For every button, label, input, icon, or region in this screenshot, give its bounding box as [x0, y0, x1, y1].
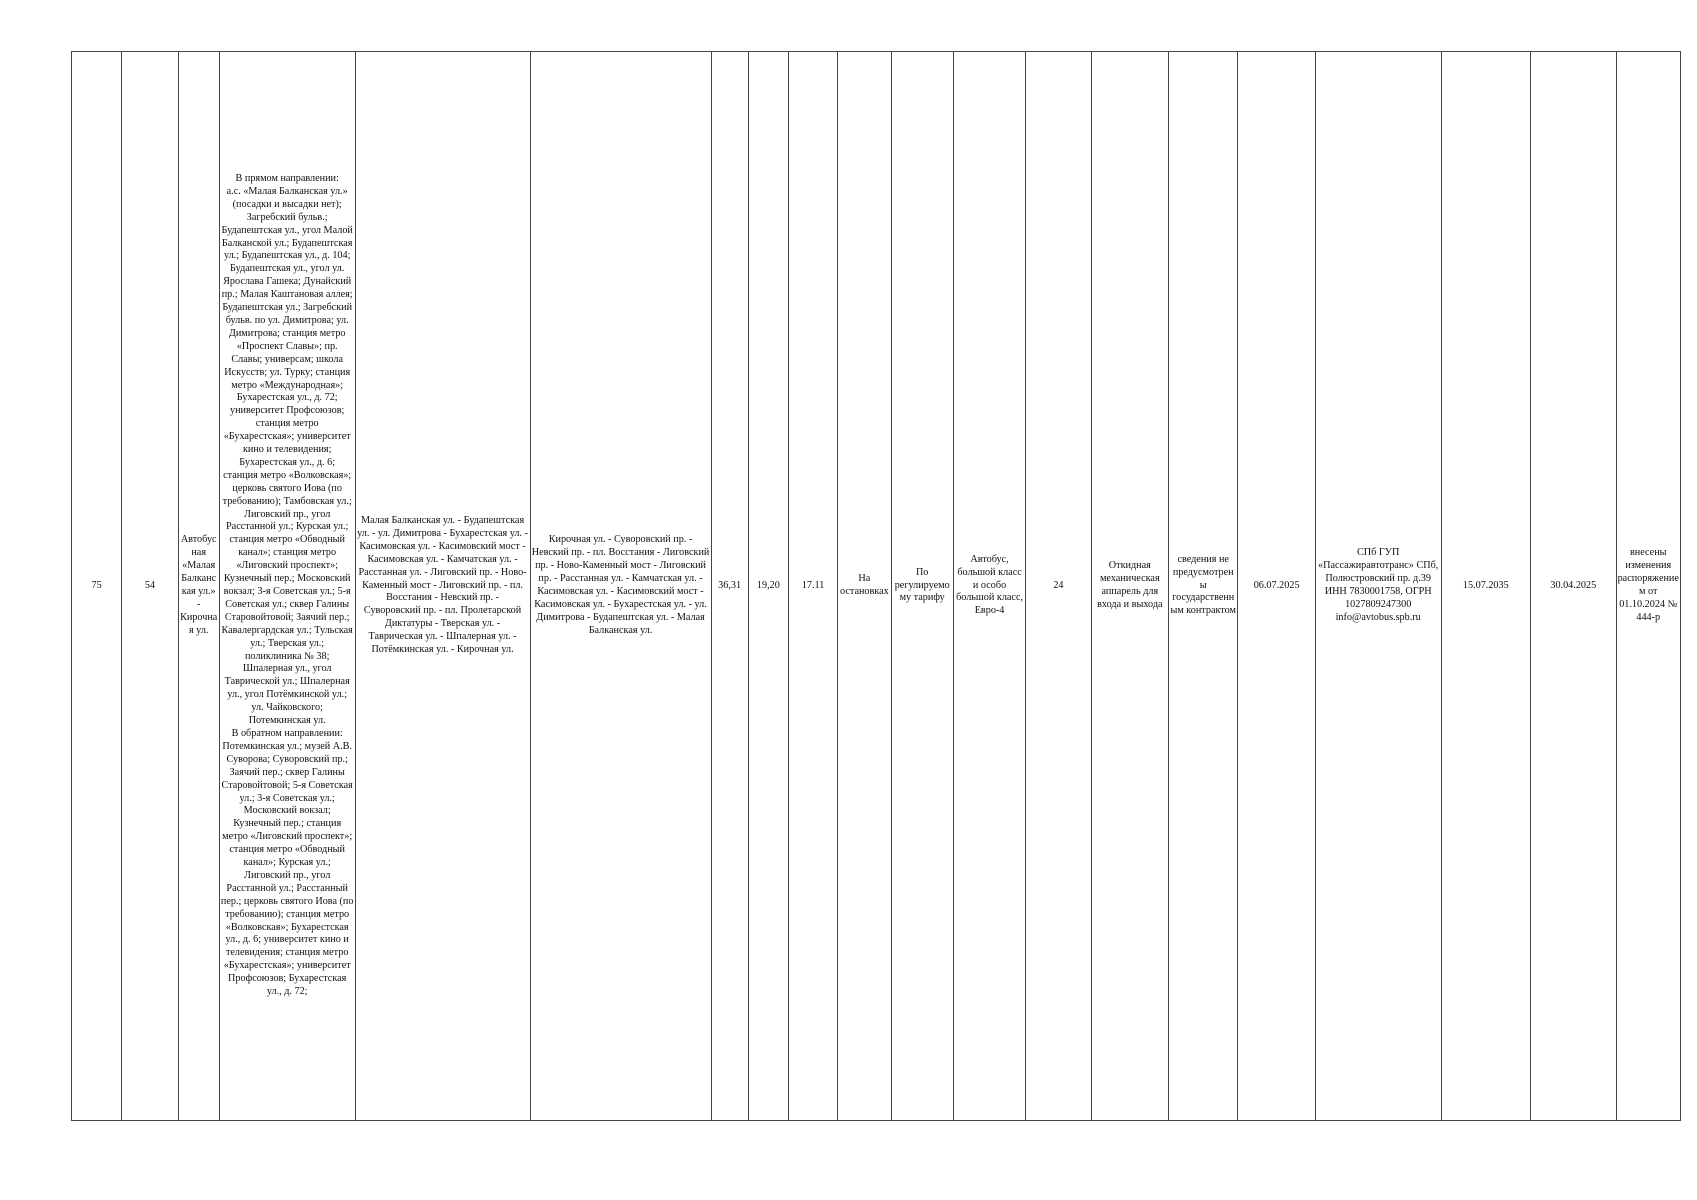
end-date: 15.07.2035 — [1441, 52, 1531, 1121]
stop-order: На остановках — [838, 52, 891, 1121]
registration-number: 75 — [72, 52, 122, 1121]
contract-info: сведения не предусмотрены государственным контрактом — [1169, 52, 1238, 1121]
streets-backward: Кирочная ул. - Суворовский пр. - Невский пр. - пл. Восстания - Лиговский пр. - Ново-Каменный мост - Лиговский пр. - Расстанная ул. - Камчатская ул. - Касимовская ул. - Касимовский мост - Касимовская ул. - Бухарестская ул. - ул. Димитрова - Будапештская ул. - Малая Балканская ул. — [530, 52, 711, 1121]
tariff-type: По регулируемому тарифу — [891, 52, 953, 1121]
streets-forward: Малая Балканская ул. - Будапештская ул. - ул. Димитрова - Бухарестская ул. - Касимовская ул. - Касимовский мост - Касимовская ул. - Камчатская ул. - Расстанная ул. - Лиговский пр. - Ново-Каменный мост - Лиговский пр. - пл. Восстания - Невский пр. - Суворовский пр. - пл. Пролетарской Диктатуры - Тверская ул. - Таврическая ул. - Шпалерная ул. - Потёмкинская ул. - Кирочная ул. — [355, 52, 530, 1121]
vehicle-count: 24 — [1026, 52, 1091, 1121]
vehicle-class: Автобус, большой класс и особо большой класс, Евро-4 — [953, 52, 1025, 1121]
route-length-forward: 36,31 — [711, 52, 748, 1121]
changes-note: внесены изменения распоряжением от 01.10.2024 № 444-р — [1616, 52, 1681, 1121]
route-number: 54 — [122, 52, 178, 1121]
date-field: 17.11 — [788, 52, 837, 1121]
route-name: Автобусная «Малая Балканская ул.» - Кирочная ул. — [178, 52, 219, 1121]
route-length-backward: 19,20 — [748, 52, 788, 1121]
accessibility-equipment: Откидная механическая аппарель для входа и выхода — [1091, 52, 1168, 1121]
stops-list: В прямом направлении: а.с. «Малая Балканская ул.» (посадки и высадки нет); Загребский бульв.; Будапештская ул., угол Малой Балканской ул.; Будапештская ул.; Будапештская ул., д. 104; Будапештская ул., угол ул. Ярослава Гашека; Дунайский пр.; Малая Каштановая аллея; Будапештская ул.; Загребский бульв. по ул. Димитрова; ул. Димитрова; станция метро «Проспект Славы»; пр. Славы; универсам; школа Искусств; ул. Турку; станция метро «Международная»; Бухарестская ул., д. 72; университет Профсоюзов; станция метро «Бухарестская»; университет кино и телевидения; Бухарестская ул., д. 6; станция метро «Волковская»; церковь святого Иова (по требованию); Тамбовская ул.; Лиговский пр., угол Расстанной ул.; Курская ул.; станция метро «Обводный канал»; станция метро «Лиговский проспект»; Кузнечный пер.; Московский вокзал; 3-я Советская ул.; 5-я Советская ул.; сквер Галины Старовойтовой; Заячий пер.; Кавалергардская ул.; Тульская ул.; Тверская ул.; поликлиника № 38; Шпалерная ул., угол Таврической ул.; Шпалерная ул., угол Потёмкинской ул.; ул. Чайковского; Потемкинская ул. В обратном направлении: Потемкинская ул.; музей А.В. Суворова; Суворовский пр.; Заячий пер.; сквер Галины Старовойтовой; 5-я Советская ул.; 3-я Советская ул.; Московский вокзал; Кузнечный пер.; станция метро «Лиговский проспект»; станция метро «Обводный канал»; Курская ул.; Лиговский пр., угол Расстанной ул.; Расстанный пер.; церковь святого Иова (по требованию); станция метро «Волковская»; Бухарестская ул., д. 6; университет кино и телевидения; станция метро «Бухарестская»; университет Профсоюзов; Бухарестская ул., д. 72; — [219, 52, 355, 1121]
carrier-info: СПб ГУП «Пассажиравтотранс» СПб, Полюстровский пр. д.39 ИНН 7830001758, ОГРН 1027809247300 info@avtobus.spb.ru — [1315, 52, 1441, 1121]
table-row — [72, 52, 1681, 1121]
change-date: 30.04.2025 — [1531, 52, 1616, 1121]
route-registry-table — [71, 51, 1681, 1121]
start-date: 06.07.2025 — [1238, 52, 1315, 1121]
